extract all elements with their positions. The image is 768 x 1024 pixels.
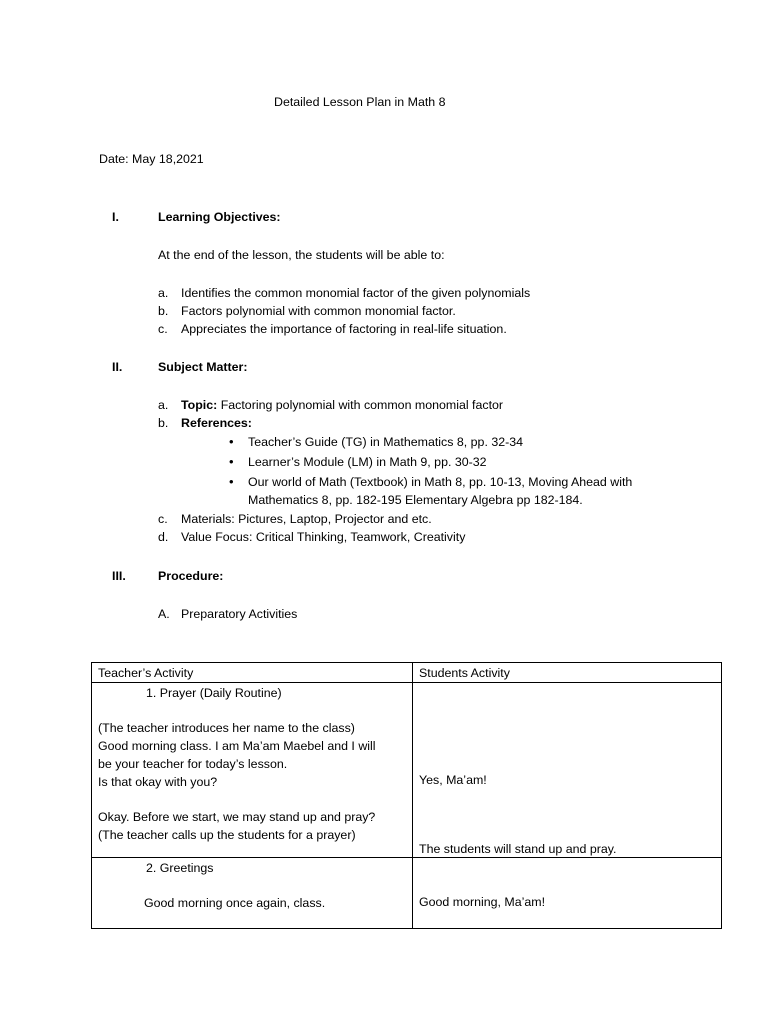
topic-line [181,396,503,414]
list-marker: A. [158,607,170,621]
teacher-line: be your teacher for today’s lesson. [98,757,288,771]
section-number-3: III. [112,569,126,583]
teacher-line: Okay. Before we start, we may stand up and pray? [98,810,376,824]
table-row [92,858,722,929]
objective-item: Appreciates the importance of factoring in real-life situation. [181,322,507,336]
list-marker: d. [158,530,169,544]
student-response: The students will stand up and pray. [419,842,617,856]
reference-item: Teacher’s Guide (TG) in Mathematics 8, pp. 32-34 [248,435,524,449]
procedure-subheading: Preparatory Activities [181,607,298,621]
activity-table [91,662,722,929]
bullet-icon: • [229,474,234,489]
teacher-activity-cell [92,683,413,858]
student-activity-cell [413,858,722,929]
list-marker: a. [158,286,169,300]
column-header-students: Students Activity [413,663,722,683]
topic-text: Factoring polynomial with common monomial factor [220,398,504,412]
lesson-date: Date: May 18,2021 [99,152,204,166]
section-number-2: II. [112,360,123,374]
objectives-intro: At the end of the lesson, the students will be able to: [158,248,445,262]
list-marker: a. [158,398,169,412]
value-focus-line: Value Focus: Critical Thinking, Teamwork, Creativity [181,530,466,544]
blank-line [98,791,408,808]
student-activity-cell [413,683,722,858]
section-number-1: I. [112,210,119,224]
table-row [92,683,722,858]
bullet-icon: • [229,434,234,449]
blank-line [98,702,408,719]
teacher-line: Good morning once again, class. [144,896,326,910]
section-heading-objectives: Learning Objectives: [158,210,281,224]
reference-item-continuation: Mathematics 8, pp. 182-195 Elementary Algebra pp 182-184. [248,493,583,507]
blank-line [98,877,408,894]
objective-item: Identifies the common monomial factor of the given polynomials [181,286,531,300]
objective-item: Factors polynomial with common monomial factor. [181,304,456,318]
student-response: Yes, Ma’am! [419,773,487,787]
section-heading-procedure: Procedure: [158,569,224,583]
table-header-row [92,663,722,683]
teacher-line: Good morning class. I am Ma’am Maebel and I will [98,739,376,753]
list-marker: b. [158,304,169,318]
topic-label: Topic: [181,398,218,412]
document-title: Detailed Lesson Plan in Math 8 [274,95,446,109]
teacher-activity-cell [92,858,413,929]
list-marker: c. [158,512,168,526]
bullet-icon: • [229,454,234,469]
reference-item: Learner’s Module (LM) in Math 9, pp. 30-32 [248,455,487,469]
section-heading-subject-matter: Subject Matter: [158,360,248,374]
teacher-line: (The teacher calls up the students for a prayer) [98,828,356,842]
list-marker: b. [158,416,169,430]
materials-line: Materials: Pictures, Laptop, Projector and etc. [181,512,432,526]
list-marker: c. [158,322,168,336]
column-header-teacher: Teacher’s Activity [92,663,413,683]
reference-item: Our world of Math (Textbook) in Math 8, pp. 10-13, Moving Ahead with [248,475,633,489]
references-label: References: [181,416,252,430]
student-response: Good morning, Ma’am! [419,895,546,909]
teacher-line: Is that okay with you? [98,775,218,789]
activity-item-title: 2. Greetings [146,861,214,875]
teacher-line: (The teacher introduces her name to the class) [98,721,355,735]
activity-item-title: 1. Prayer (Daily Routine) [146,686,282,700]
